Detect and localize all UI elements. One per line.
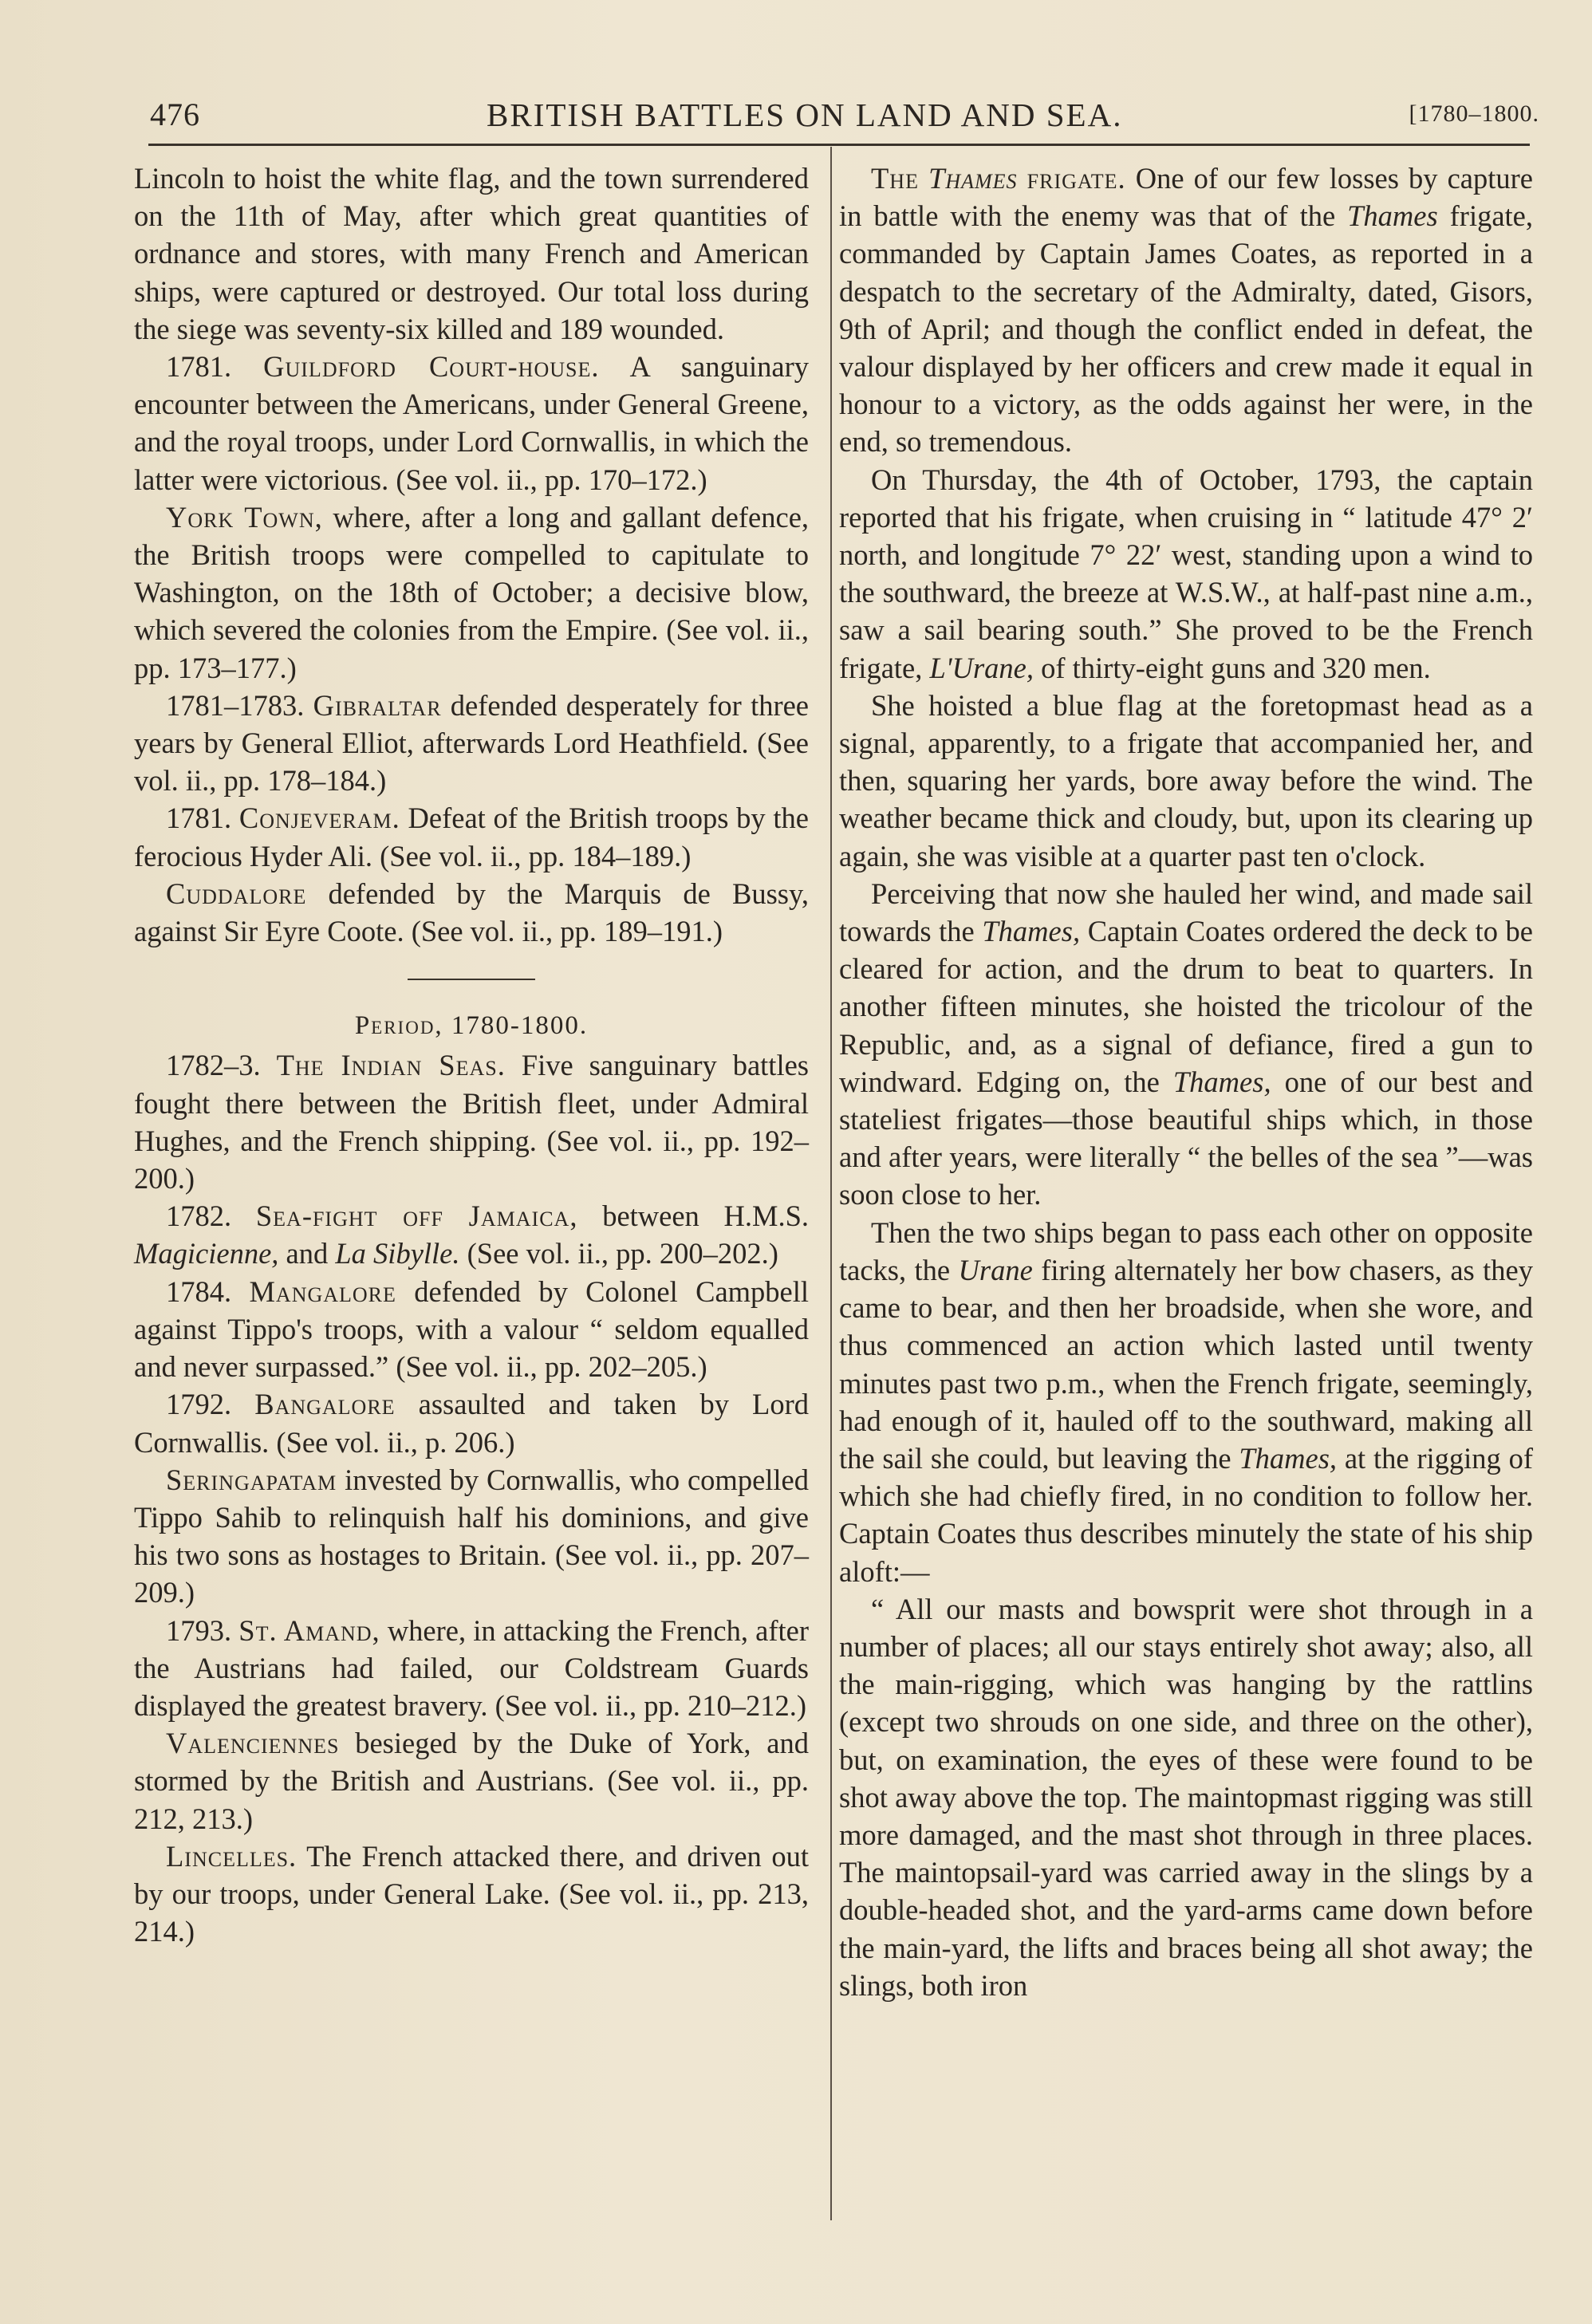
entry-text: and (286, 1237, 329, 1270)
entry-text: Defeat of the British troops by the ferocious Hyder Ali. (See vol. ii., pp. 184–189.) (134, 802, 809, 872)
entry-name: Mangalore (249, 1274, 396, 1308)
ship-name: Urane (958, 1253, 1033, 1286)
entry-cuddalore (134, 875, 809, 950)
entry-jamaica (134, 1197, 809, 1272)
entry-text: defended desperately for three years by General Elliot, afterwards Lord Heathfield. (See vol. ii., pp. 178–184.) (134, 688, 810, 798)
entry-text: assaulted and taken by Lord Cornwallis. (See vol. ii., p. 206.) (134, 1388, 810, 1459)
entry-text: between H.M.S. (602, 1199, 810, 1233)
entry-year: 1781–1783. (166, 688, 305, 722)
paragraph-text: at the rigging of which she had chiefly fired, in no condition to follow her. Captain Coates thus describes minutely the state of his ship aloft:— (839, 1441, 1534, 1588)
left-column (134, 160, 809, 1950)
entry-st-amand (134, 1612, 809, 1725)
paragraph-text: Perceiving that now she hauled her wind, and made sail towards the (839, 876, 1533, 948)
entry-name: Lincelles. (166, 1839, 298, 1873)
entry-text: defended by the Marquis de Bussy, against Sir Eyre Coote. (See vol. ii., pp. 189–191.) (134, 876, 810, 948)
paragraph (839, 1214, 1533, 1590)
entry-mangalore (134, 1273, 809, 1386)
entry-name: Bangalore (254, 1388, 396, 1421)
paragraph-text: On Thursday, the 4th of October, 1793, the captain reported that his frigate, when cruising in “ latitude 47° 2′ north, and longitude 7° 22′ west, standing upon a wind to the southward, the breeze at W.S.W., at half-past nine a.m., saw a sail bearing south.” She proved to be the French frigate, (839, 463, 1533, 684)
entry-text: (See vol. ii., pp. 200–202.) (467, 1237, 778, 1270)
entry-valenciennes (134, 1724, 809, 1838)
column-divider (830, 147, 832, 2220)
entry-text: frigate, commanded by Captain James Coates, as reported in a despatch to the secretary of the Admiralty, dated, Gisors, 9th of April; and though the conflict ended in defeat, the valour displayed by her officers and crew made it equal in honour to a victory, as the odds against her were, in the end, so tremendous. (839, 199, 1534, 459)
paragraph-text: firing alternately her bow chasers, as they came to bear, and then her broadside, when she wore, and thus commenced an action which lasted until twenty minutes past two p.m., when the French frigate, seemingly, had enough of it, hauled off to the southward, making all the sail she could, but leaving the (839, 1253, 1533, 1475)
entry-gibraltar (134, 687, 809, 800)
ship-name: La Sibylle. (335, 1237, 460, 1270)
entry-indian-seas (134, 1046, 809, 1197)
entry-name: Gibraltar (313, 688, 442, 722)
date-range: [1780–1800. (1409, 100, 1539, 127)
paragraph-text: one of our best and stateliest frigates—those beautiful ships which, in those and after years, were literally “ the belles of the sea ”—was soon close to her. (839, 1065, 1533, 1211)
paragraph-text: of thirty-eight guns and 320 men. (1041, 651, 1431, 684)
entry-text: The French attacked there, and driven out by our troops, under General Lake. (See vol. ii., pp. 213, 214.) (134, 1839, 810, 1948)
entry-text: besieged by the Duke of York, and stormed by the British and Austrians. (See vol. ii., pp. 212, 213.) (134, 1727, 809, 1835)
entry-york-town (134, 498, 809, 687)
header-rule (148, 144, 1530, 146)
entry-name: Guildford Court-house. (263, 350, 600, 384)
entry-year: 1792. (166, 1388, 232, 1421)
entry-guildford (134, 348, 809, 498)
entry-text: One of our few losses by capture in battle with the enemy was that of the (839, 162, 1534, 233)
ship-name: Thames (928, 162, 1018, 195)
entry-seringapatam (134, 1461, 809, 1612)
ship-name: L'Urane, (929, 651, 1034, 684)
ship-name: Thames, (1172, 1065, 1271, 1098)
entry-name: The Indian Seas. (276, 1049, 506, 1082)
entry-name: Valenciennes (166, 1727, 340, 1760)
entry-text: defended by Colonel Campbell against Tippo's troops, with a valour “ seldom equalled and never surpassed.” (See vol. ii., pp. 202–205.) (134, 1274, 810, 1384)
entry-name: Cuddalore (166, 876, 307, 910)
entry-text: Five sanguinary battles fought there between the British fleet, under Admiral Hughes, and the French shipping. (See vol. ii., pp. 192–200.) (134, 1049, 809, 1195)
running-header (136, 89, 1539, 137)
entry-name: York Town, (166, 500, 323, 534)
entry-text: A sanguinary encounter between the Americans, under General Greene, and the royal troops, under Lord Cornwallis, in which the latter were victorious. (See vol. ii., pp. 170–172.) (134, 350, 809, 496)
entry-bangalore (134, 1385, 809, 1460)
entry-name: frigate. (1027, 162, 1126, 195)
entry-text: where, in attacking the French, after the Austrians had failed, our Coldstream Guards displayed the greatest bravery. (See vol. ii., pp. 210–212.) (134, 1613, 809, 1722)
entry-name: St. Amand, (238, 1613, 380, 1647)
quotation: “ All our masts and bowsprit were shot through in a number of places; all our stays entirely shot away; also, all the main-rigging, which was hanging by the rattlins (except two shrouds on one side, and three on the other), but, on examination, the eyes of these were found to be shot away above the top. The maintopmast rigging was still more damaged, and the mast shot through in three places. The maintopsail-yard was carried away in the slings by a double-headed shot, and the yard-arms came down before the main-yard, the lifts and braces being all shot away; the slings, both iron (839, 1592, 1533, 2002)
period-heading: Period, 1780-1800. (354, 1011, 589, 1041)
entry-name: Sea-fight off Jamaica, (255, 1199, 578, 1233)
page-number: 476 (150, 97, 200, 132)
entry-year: 1793. (166, 1613, 232, 1647)
entry-text: invested by Cornwallis, who compelled Tippo Sahib to relinquish half his dominions, and give his two sons as hostages to Britain. (See vol. ii., pp. 207–209.) (134, 1463, 810, 1609)
running-title: BRITISH BATTLES ON LAND AND SEA. (487, 97, 1123, 133)
entry-year: 1784. (166, 1274, 232, 1308)
entry-name: The (871, 162, 919, 195)
entry-thames-frigate (839, 160, 1533, 461)
paragraph: She hoisted a blue flag at the foretopmast head as a signal, apparently, to a frigate that accompanied her, and then, squaring her yards, bore away before the wind. The weather became thick and cloudy, but, upon its clearing up again, she was visible at a quarter past ten o'clock. (839, 688, 1533, 872)
paragraph-text: Then the two ships began to pass each other on opposite tacks, the (839, 1215, 1533, 1286)
ship-name: Thames, (1239, 1441, 1338, 1475)
ship-name: Thames, (982, 915, 1081, 948)
entry-year: 1781. (166, 802, 232, 835)
entry-name: Seringapatam (166, 1463, 337, 1496)
paragraph (839, 461, 1533, 687)
paragraph (839, 875, 1533, 1214)
ship-name: Magicienne, (134, 1237, 279, 1270)
entry-year: 1782. (166, 1199, 232, 1233)
entry-conjeveram (134, 799, 809, 874)
entry-lincelles (134, 1838, 809, 1951)
section-divider (408, 979, 535, 980)
paragraph: Lincoln to hoist the white flag, and the town surrendered on the 11th of May, after which great quantities of ordnance and stores, with many French and American ships, were captured or destroyed. Our total loss during the siege was seventy-six killed and 189 wounded. (134, 162, 809, 345)
entry-year: 1781. (166, 350, 232, 384)
ship-name: Thames (1347, 199, 1438, 233)
right-column (839, 160, 1533, 2004)
entry-name: Conjeveram. (238, 802, 400, 835)
paragraph-text: Captain Coates ordered the deck to be cleared for action, and the drum to beat to quarters. In another fifteen minutes, she hoisted the tricolour of the Republic, and, as a signal of defiance, fired a gun to windward. Edging on, the (839, 915, 1533, 1098)
entry-text: where, after a long and gallant defence, the British troops were compelled to capitulate to Washington, on the 18th of October; a decisive blow, which severed the colonies from the Empire. (See vol. ii., pp. 173–177.) (134, 500, 810, 684)
entry-year: 1782–3. (166, 1049, 261, 1082)
